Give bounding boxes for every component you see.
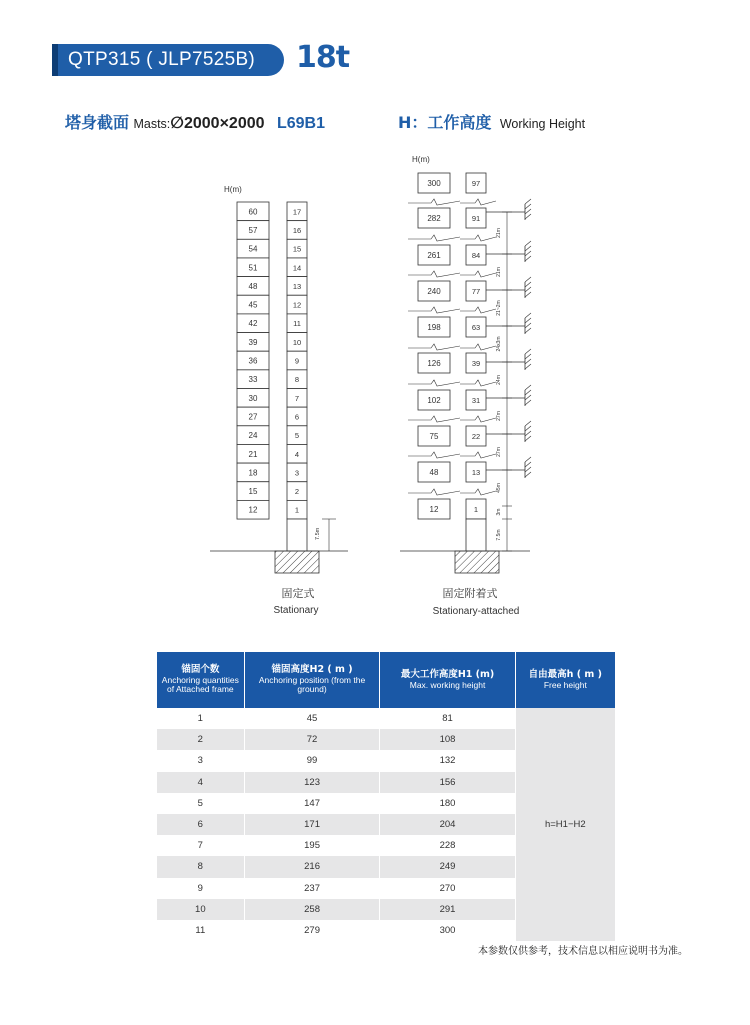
break-mark: [408, 489, 460, 495]
attached-section-value: 77: [471, 287, 481, 296]
stationary-height-value: 51: [248, 263, 258, 273]
cell-anchor-height: 237: [244, 878, 380, 899]
stationary-height-value: 30: [248, 393, 258, 403]
attached-foundation: [455, 551, 499, 573]
stationary-base-section: [287, 519, 307, 551]
table-body: [157, 708, 615, 941]
stationary-base-dim: 7.5m: [315, 527, 321, 540]
cell-quantity: 5: [157, 793, 244, 814]
cell-anchor-height: 72: [244, 729, 380, 750]
cell-quantity: 8: [157, 856, 244, 877]
stationary-caption-en: Stationary: [273, 605, 319, 616]
break-mark: [460, 271, 496, 277]
attached-axis-label: H(m): [412, 155, 430, 164]
cell-anchor-height: 258: [244, 899, 380, 920]
stationary-height-value: 42: [248, 319, 258, 329]
attached-caption-en: Stationary-attached: [432, 606, 520, 617]
stationary-height-value: 45: [248, 300, 258, 310]
anchor-hatch: [525, 354, 531, 359]
anchor-hatch: [525, 277, 531, 282]
anchor-hatch: [525, 390, 531, 395]
cell-max-height: 300: [380, 920, 515, 941]
cell-max-height: 180: [380, 793, 515, 814]
stationary-section-value: 17: [292, 207, 302, 217]
break-mark: [408, 416, 460, 422]
stationary-section-value: 9: [294, 356, 300, 366]
stationary-height-value: 12: [248, 505, 258, 515]
stationary-height-value: 48: [248, 281, 258, 291]
anchor-hatch: [525, 426, 531, 431]
attached-anchor-frames: [408, 199, 531, 495]
break-mark: [408, 307, 460, 313]
anchor-hatch: [525, 385, 531, 390]
attached-section-value: 97: [471, 179, 481, 188]
cell-anchor-height: 99: [244, 750, 380, 771]
working-height-cn: H：工作高度: [398, 113, 492, 132]
anchor-hatch: [525, 256, 531, 261]
cell-quantity: 2: [157, 729, 244, 750]
stationary-height-value: 21: [248, 449, 258, 459]
attached-base-section: [466, 519, 486, 551]
stationary-section-value: 14: [292, 263, 302, 273]
cell-quantity: 6: [157, 814, 244, 835]
footnote: 本参数仅供参考，技术信息以相应说明书为准。: [478, 946, 688, 957]
cell-quantity: 3: [157, 750, 244, 771]
anchor-hatch: [525, 199, 531, 204]
cell-max-height: 108: [380, 729, 515, 750]
anchor-hatch: [525, 251, 531, 256]
break-mark: [460, 199, 496, 205]
break-mark: [408, 452, 460, 458]
cell-max-height: 81: [380, 708, 515, 729]
stationary-section-value: 10: [292, 337, 302, 347]
attached-height-value: 75: [429, 432, 439, 441]
attached-height-column: [418, 173, 450, 519]
stationary-section-value: 8: [294, 375, 300, 385]
stationary-height-value: 36: [248, 356, 258, 366]
cell-max-height: 249: [380, 856, 515, 877]
attached-section-value: 1: [473, 505, 479, 514]
cell-anchor-height: 279: [244, 920, 380, 941]
attached-dimension-column: [496, 212, 512, 551]
cell-anchor-height: 195: [244, 835, 380, 856]
stationary-section-value: 1: [294, 505, 300, 515]
attached-section-column: [466, 173, 486, 519]
anchor-hatch: [525, 318, 531, 323]
anchor-hatch: [525, 313, 531, 318]
break-mark: [408, 235, 460, 241]
attached-section-value: 91: [471, 214, 481, 223]
anchor-hatch: [525, 292, 531, 297]
attached-height-value: 198: [427, 323, 441, 332]
attached-dimension-label: 7.5m: [496, 529, 502, 541]
anchor-hatch: [525, 282, 531, 287]
working-height-en: Working Height: [499, 117, 586, 131]
cell-quantity: 11: [157, 920, 244, 941]
cell-quantity: 10: [157, 899, 244, 920]
anchor-hatch: [525, 467, 531, 472]
anchor-hatch: [525, 323, 531, 328]
attached-height-value: 300: [427, 179, 441, 188]
anchor-hatch: [525, 328, 531, 333]
stationary-section-value: 15: [292, 244, 302, 254]
stationary-height-value: 39: [248, 337, 258, 347]
break-mark: [460, 489, 496, 495]
attached-dimension-label: 21m: [496, 267, 502, 277]
cell-anchor-height: 147: [244, 793, 380, 814]
stationary-section-value: 3: [294, 468, 300, 478]
cell-quantity: 4: [157, 772, 244, 793]
break-mark: [460, 307, 496, 313]
cell-max-height: 270: [380, 878, 515, 899]
attached-caption-cn: 固定附着式: [442, 588, 498, 600]
attached-height-value: 102: [427, 396, 441, 405]
anchor-hatch: [525, 359, 531, 364]
break-mark: [408, 271, 460, 277]
stationary-height-value: 57: [248, 225, 258, 235]
stationary-height-value: 15: [248, 487, 258, 497]
break-mark: [408, 344, 460, 350]
attached-section-value: 22: [471, 432, 481, 441]
anchor-hatch: [525, 421, 531, 426]
stationary-section-value: 4: [294, 449, 300, 459]
attached-section-value: 84: [471, 251, 481, 260]
cell-max-height: 156: [380, 772, 515, 793]
anchor-hatch: [525, 462, 531, 467]
attached-dimension-label: 24x3m: [496, 336, 502, 352]
mast-label-en: Masts:: [133, 117, 171, 131]
attached-section-value: 13: [471, 468, 481, 477]
mast-code: L69B1: [276, 115, 325, 132]
stationary-foundation: [275, 551, 319, 573]
attached-height-value: 126: [427, 359, 441, 368]
weight-label: 18t: [296, 40, 350, 75]
anchor-hatch: [525, 364, 531, 369]
stationary-section-value: 7: [294, 393, 300, 403]
anchor-hatch: [525, 349, 531, 354]
stationary-height-column: [237, 202, 269, 519]
break-mark: [460, 380, 496, 386]
attached-dimension-label: 45m: [496, 483, 502, 493]
cell-max-height: 291: [380, 899, 515, 920]
anchoring-table: [157, 652, 615, 941]
attached-dimension-label: 21m: [496, 228, 502, 238]
attached-section-value: 63: [471, 323, 481, 332]
anchor-hatch: [525, 395, 531, 400]
attached-dimension-label: 27m: [496, 411, 502, 421]
cell-anchor-height: 171: [244, 814, 380, 835]
anchor-hatch: [525, 214, 531, 219]
break-mark: [460, 344, 496, 350]
stationary-height-value: 27: [248, 412, 258, 422]
mast-label-cn: 塔身截面: [65, 113, 130, 132]
stationary-axis-label: H(m): [224, 185, 242, 194]
anchor-hatch: [525, 457, 531, 462]
stationary-caption-cn: 固定式: [281, 588, 315, 600]
break-mark: [460, 235, 496, 241]
stationary-section-value: 5: [294, 431, 300, 441]
cell-free-height: h=H1−H2: [515, 708, 615, 941]
attached-section-value: 31: [471, 396, 481, 405]
anchor-hatch: [525, 241, 531, 246]
stationary-section-column: [287, 202, 307, 519]
attached-dimension-label: 3m: [496, 508, 502, 516]
stationary-section-value: 12: [292, 300, 302, 310]
attached-height-value: 240: [427, 287, 441, 296]
stationary-height-value: 24: [248, 431, 258, 441]
cell-quantity: 7: [157, 835, 244, 856]
attached-dimension-label: 27m: [496, 447, 502, 457]
attached-dimension-label: 21~2m: [496, 300, 502, 316]
cell-max-height: 204: [380, 814, 515, 835]
break-mark: [460, 416, 496, 422]
attached-section-value: 39: [471, 359, 481, 368]
attached-height-value: 12: [429, 505, 439, 514]
break-mark: [408, 380, 460, 386]
break-mark: [460, 452, 496, 458]
cell-anchor-height: 45: [244, 708, 380, 729]
stationary-section-value: 16: [292, 225, 302, 235]
header-anchoring-quantity: 锚固个数 Anchoring quantities of Attached frame: [157, 652, 244, 708]
anchor-hatch: [525, 246, 531, 251]
anchor-hatch: [525, 287, 531, 292]
anchor-hatch: [525, 204, 531, 209]
attached-height-value: 282: [427, 214, 441, 223]
anchor-hatch: [525, 472, 531, 477]
attached-height-value: 261: [427, 251, 441, 260]
anchor-hatch: [525, 400, 531, 405]
header-free-height: 自由最高h ( m ) Free height: [515, 652, 615, 708]
anchor-hatch: [525, 209, 531, 214]
stationary-height-value: 54: [248, 244, 258, 254]
stationary-section-value: 6: [294, 412, 300, 422]
anchor-hatch: [525, 436, 531, 441]
table-row: [157, 708, 615, 729]
header-anchoring-position: 锚固高度H2 ( m ) Anchoring position (from the ground): [244, 652, 380, 708]
cell-quantity: 9: [157, 878, 244, 899]
stationary-section-value: 2: [294, 487, 300, 497]
cell-max-height: 132: [380, 750, 515, 771]
stationary-height-value: 18: [248, 468, 258, 478]
cell-anchor-height: 123: [244, 772, 380, 793]
attached-dimension-label: 24m: [496, 375, 502, 385]
cell-max-height: 228: [380, 835, 515, 856]
stationary-height-value: 60: [248, 207, 258, 217]
attached-height-value: 48: [429, 468, 439, 477]
mast-section: ∅2000×2000: [170, 115, 265, 132]
cell-anchor-height: 216: [244, 856, 380, 877]
cell-quantity: 1: [157, 708, 244, 729]
header-max-working-height: 最大工作高度H1 (m) Max. working height: [380, 652, 515, 708]
model-title: QTP315 ( JLP7525B): [68, 49, 256, 70]
stationary-section-value: 13: [292, 281, 302, 291]
stationary-height-value: 33: [248, 375, 258, 385]
break-mark: [408, 199, 460, 205]
anchor-hatch: [525, 431, 531, 436]
stationary-section-value: 11: [293, 319, 301, 329]
